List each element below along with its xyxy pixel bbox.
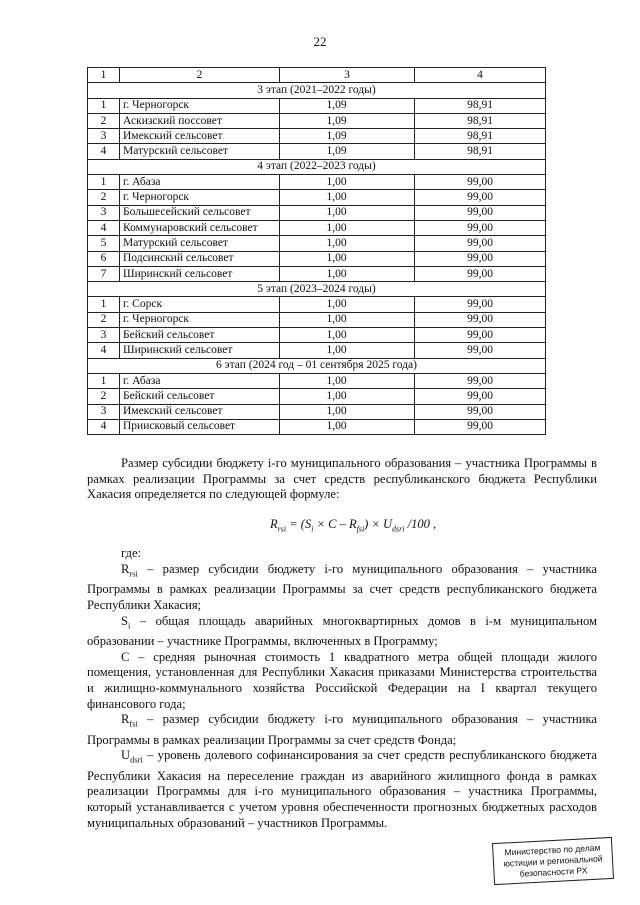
share-value: 1,09 bbox=[280, 144, 415, 159]
fund-share-value: 98,91 bbox=[415, 98, 546, 113]
definition-item bbox=[87, 650, 597, 713]
fund-share-value: 99,00 bbox=[415, 205, 546, 220]
table-row bbox=[88, 175, 546, 190]
municipality-name: г. Сорск bbox=[120, 297, 280, 312]
table-row bbox=[88, 236, 546, 251]
fund-share-value: 99,00 bbox=[415, 419, 546, 434]
row-number: 4 bbox=[88, 220, 120, 235]
formula-part: /100 , bbox=[404, 517, 437, 531]
municipality-name: г. Абаза bbox=[120, 373, 280, 388]
fund-share-value: 99,00 bbox=[415, 389, 546, 404]
share-value: 1,00 bbox=[280, 373, 415, 388]
municipality-name: Подсинский сельсовет bbox=[120, 251, 280, 266]
data-table bbox=[87, 67, 546, 435]
header-cell: 2 bbox=[120, 68, 280, 83]
fund-share-value: 99,00 bbox=[415, 175, 546, 190]
fund-share-value: 99,00 bbox=[415, 312, 546, 327]
municipality-name: Аскизский поссовет bbox=[120, 113, 280, 128]
share-value: 1,00 bbox=[280, 251, 415, 266]
stamp-line: безопасности РХ bbox=[519, 865, 588, 879]
formula-part: = (S bbox=[286, 517, 312, 531]
row-number: 1 bbox=[88, 373, 120, 388]
municipality-name: Бейский сельсовет bbox=[120, 328, 280, 343]
row-number: 2 bbox=[88, 389, 120, 404]
stamp-line: Министерство по делам bbox=[504, 842, 601, 858]
share-value: 1,00 bbox=[280, 328, 415, 343]
formula-sub: dsri bbox=[392, 524, 405, 534]
share-value: 1,00 bbox=[280, 404, 415, 419]
municipality-name: Ширинский сельсовет bbox=[120, 266, 280, 281]
table-row bbox=[88, 404, 546, 419]
stage-title: 5 этап (2023–2024 годы) bbox=[88, 282, 546, 297]
municipality-name: Приисковый сельсовет bbox=[120, 419, 280, 434]
row-number: 3 bbox=[88, 328, 120, 343]
formula-part: ) × U bbox=[364, 517, 393, 531]
definition-item bbox=[87, 614, 597, 650]
table-header-row bbox=[88, 68, 546, 83]
stage-row bbox=[88, 358, 546, 373]
definition-text: – средняя рыночная стоимость 1 квадратного метра общей площади жилого помещения, установленная для Республики Хакасия приказами Министерства строительства и жилищно-коммунального хозяйства Российской Федерации на I квартал текущего финансового года; bbox=[87, 649, 597, 711]
share-value: 1,09 bbox=[280, 129, 415, 144]
row-number: 6 bbox=[88, 251, 120, 266]
table-row bbox=[88, 190, 546, 205]
ministry-stamp bbox=[492, 837, 614, 885]
definition-subscript: i bbox=[128, 620, 131, 631]
table-row bbox=[88, 205, 546, 220]
definition-item bbox=[87, 562, 597, 614]
stamp-line: юстиции и региональной bbox=[503, 853, 603, 869]
row-number: 4 bbox=[88, 343, 120, 358]
row-number: 3 bbox=[88, 404, 120, 419]
fund-share-value: 99,00 bbox=[415, 373, 546, 388]
fund-share-value: 99,00 bbox=[415, 220, 546, 235]
definition-symbol: C bbox=[121, 649, 130, 664]
table-row bbox=[88, 389, 546, 404]
formula-part: R bbox=[270, 517, 278, 531]
fund-share-value: 99,00 bbox=[415, 404, 546, 419]
definition-symbol: R bbox=[121, 712, 130, 727]
formula-sub: rsi bbox=[277, 524, 287, 534]
fund-share-value: 99,00 bbox=[415, 297, 546, 312]
fund-share-value: 99,00 bbox=[415, 251, 546, 266]
formula-part: × C – R bbox=[313, 517, 357, 531]
stage-row bbox=[88, 282, 546, 297]
row-number: 1 bbox=[88, 98, 120, 113]
formula-sub: i bbox=[311, 524, 314, 534]
where-label: где: bbox=[121, 546, 142, 560]
municipality-name: Коммунаровский сельсовет bbox=[120, 220, 280, 235]
definition-item bbox=[87, 748, 597, 831]
stage-title: 3 этап (2021–2022 годы) bbox=[88, 83, 546, 98]
municipality-name: Большесейский сельсовет bbox=[120, 205, 280, 220]
table-row bbox=[88, 419, 546, 434]
share-value: 1,00 bbox=[280, 220, 415, 235]
fund-share-value: 99,00 bbox=[415, 328, 546, 343]
row-number: 5 bbox=[88, 236, 120, 251]
municipality-name: Бейский сельсовет bbox=[120, 389, 280, 404]
share-value: 1,00 bbox=[280, 343, 415, 358]
municipality-name: г. Абаза bbox=[120, 175, 280, 190]
definition-text: – уровень долевого софинансирования за счет средств республиканского бюджета Республики Хакасия на переселение граждан из аварийного жилищного фонда в рамках реализации Программы для i-го муниципального образования – участника Программы, который устанавливается с учетом уровня обеспеченности прогнозных бюджетных расходов муниципальных образований – участников Программы. bbox=[87, 748, 597, 830]
definition-text: – размер субсидии бюджету i-го муниципального образования – участника Программы в рамках реализации Программы за счет средств республиканского бюджета Республики Хакасия; bbox=[87, 562, 597, 612]
definition-symbol: S bbox=[121, 613, 129, 628]
row-number: 7 bbox=[88, 266, 120, 281]
formula bbox=[270, 517, 436, 534]
stage-row bbox=[88, 159, 546, 174]
page-number: 22 bbox=[313, 34, 327, 49]
definition-subscript: rsi bbox=[129, 568, 138, 579]
municipality-name: г. Черногорск bbox=[120, 98, 280, 113]
row-number: 2 bbox=[88, 190, 120, 205]
table-row bbox=[88, 113, 546, 128]
municipality-name: Ширинский сельсовет bbox=[120, 343, 280, 358]
fund-share-value: 98,91 bbox=[415, 144, 546, 159]
fund-share-value: 99,00 bbox=[415, 190, 546, 205]
share-value: 1,00 bbox=[280, 236, 415, 251]
share-value: 1,00 bbox=[280, 205, 415, 220]
row-number: 3 bbox=[88, 205, 120, 220]
row-number: 1 bbox=[88, 175, 120, 190]
definition-text: – размер субсидии бюджету i-го муниципального образования – участника Программы в рамках реализации Программы за счет средств Фонда; bbox=[87, 712, 597, 747]
table-row bbox=[88, 266, 546, 281]
share-value: 1,00 bbox=[280, 419, 415, 434]
fund-share-value: 99,00 bbox=[415, 266, 546, 281]
definition-subscript: dsri bbox=[130, 754, 143, 765]
stage-title: 6 этап (2024 год – 01 сентября 2025 года) bbox=[88, 358, 546, 373]
share-value: 1,00 bbox=[280, 297, 415, 312]
municipality-name: Матурский сельсовет bbox=[120, 144, 280, 159]
definition-symbol: R bbox=[121, 562, 130, 576]
municipality-name: Имекский сельсовет bbox=[120, 404, 280, 419]
row-number: 4 bbox=[88, 144, 120, 159]
fund-share-value: 98,91 bbox=[415, 113, 546, 128]
fund-share-value: 99,00 bbox=[415, 343, 546, 358]
table-row bbox=[88, 328, 546, 343]
municipality-name: г. Черногорск bbox=[120, 190, 280, 205]
definition-item bbox=[87, 712, 597, 748]
table-row bbox=[88, 251, 546, 266]
table-row bbox=[88, 373, 546, 388]
header-cell: 1 bbox=[88, 68, 120, 83]
table-row bbox=[88, 312, 546, 327]
row-number: 2 bbox=[88, 312, 120, 327]
table-row bbox=[88, 297, 546, 312]
share-value: 1,00 bbox=[280, 266, 415, 281]
table-row bbox=[88, 343, 546, 358]
definition-text: – общая площадь аварийных многоквартирных домов в i-м муниципальном образовании – участнике Программы, включенных в Программу; bbox=[87, 613, 597, 648]
row-number: 4 bbox=[88, 419, 120, 434]
table-row bbox=[88, 220, 546, 235]
formula-sub: fsi bbox=[356, 524, 365, 534]
stage-row bbox=[88, 83, 546, 98]
municipality-name: Имекский сельсовет bbox=[120, 129, 280, 144]
fund-share-value: 99,00 bbox=[415, 236, 546, 251]
stage-title: 4 этап (2022–2023 годы) bbox=[88, 159, 546, 174]
definition-symbol: U bbox=[121, 748, 131, 763]
row-number: 2 bbox=[88, 113, 120, 128]
table-row bbox=[88, 129, 546, 144]
share-value: 1,09 bbox=[280, 113, 415, 128]
intro-paragraph: Размер субсидии бюджету i-го муниципального образования – участника Программы в рамках реализации Программы за счет средств республиканского бюджета Республики Хакасия определяется по следующей формуле: bbox=[87, 456, 597, 502]
row-number: 3 bbox=[88, 129, 120, 144]
header-cell: 3 bbox=[280, 68, 415, 83]
row-number: 1 bbox=[88, 297, 120, 312]
fund-share-value: 98,91 bbox=[415, 129, 546, 144]
municipality-name: Матурский сельсовет bbox=[120, 236, 280, 251]
municipality-name: г. Черногорск bbox=[120, 312, 280, 327]
table-row bbox=[88, 98, 546, 113]
share-value: 1,00 bbox=[280, 175, 415, 190]
header-cell: 4 bbox=[415, 68, 546, 83]
share-value: 1,09 bbox=[280, 98, 415, 113]
table-body bbox=[88, 68, 546, 435]
share-value: 1,00 bbox=[280, 190, 415, 205]
definitions bbox=[87, 562, 597, 831]
share-value: 1,00 bbox=[280, 312, 415, 327]
share-value: 1,00 bbox=[280, 389, 415, 404]
definition-subscript: fsi bbox=[129, 718, 138, 729]
table-row bbox=[88, 144, 546, 159]
